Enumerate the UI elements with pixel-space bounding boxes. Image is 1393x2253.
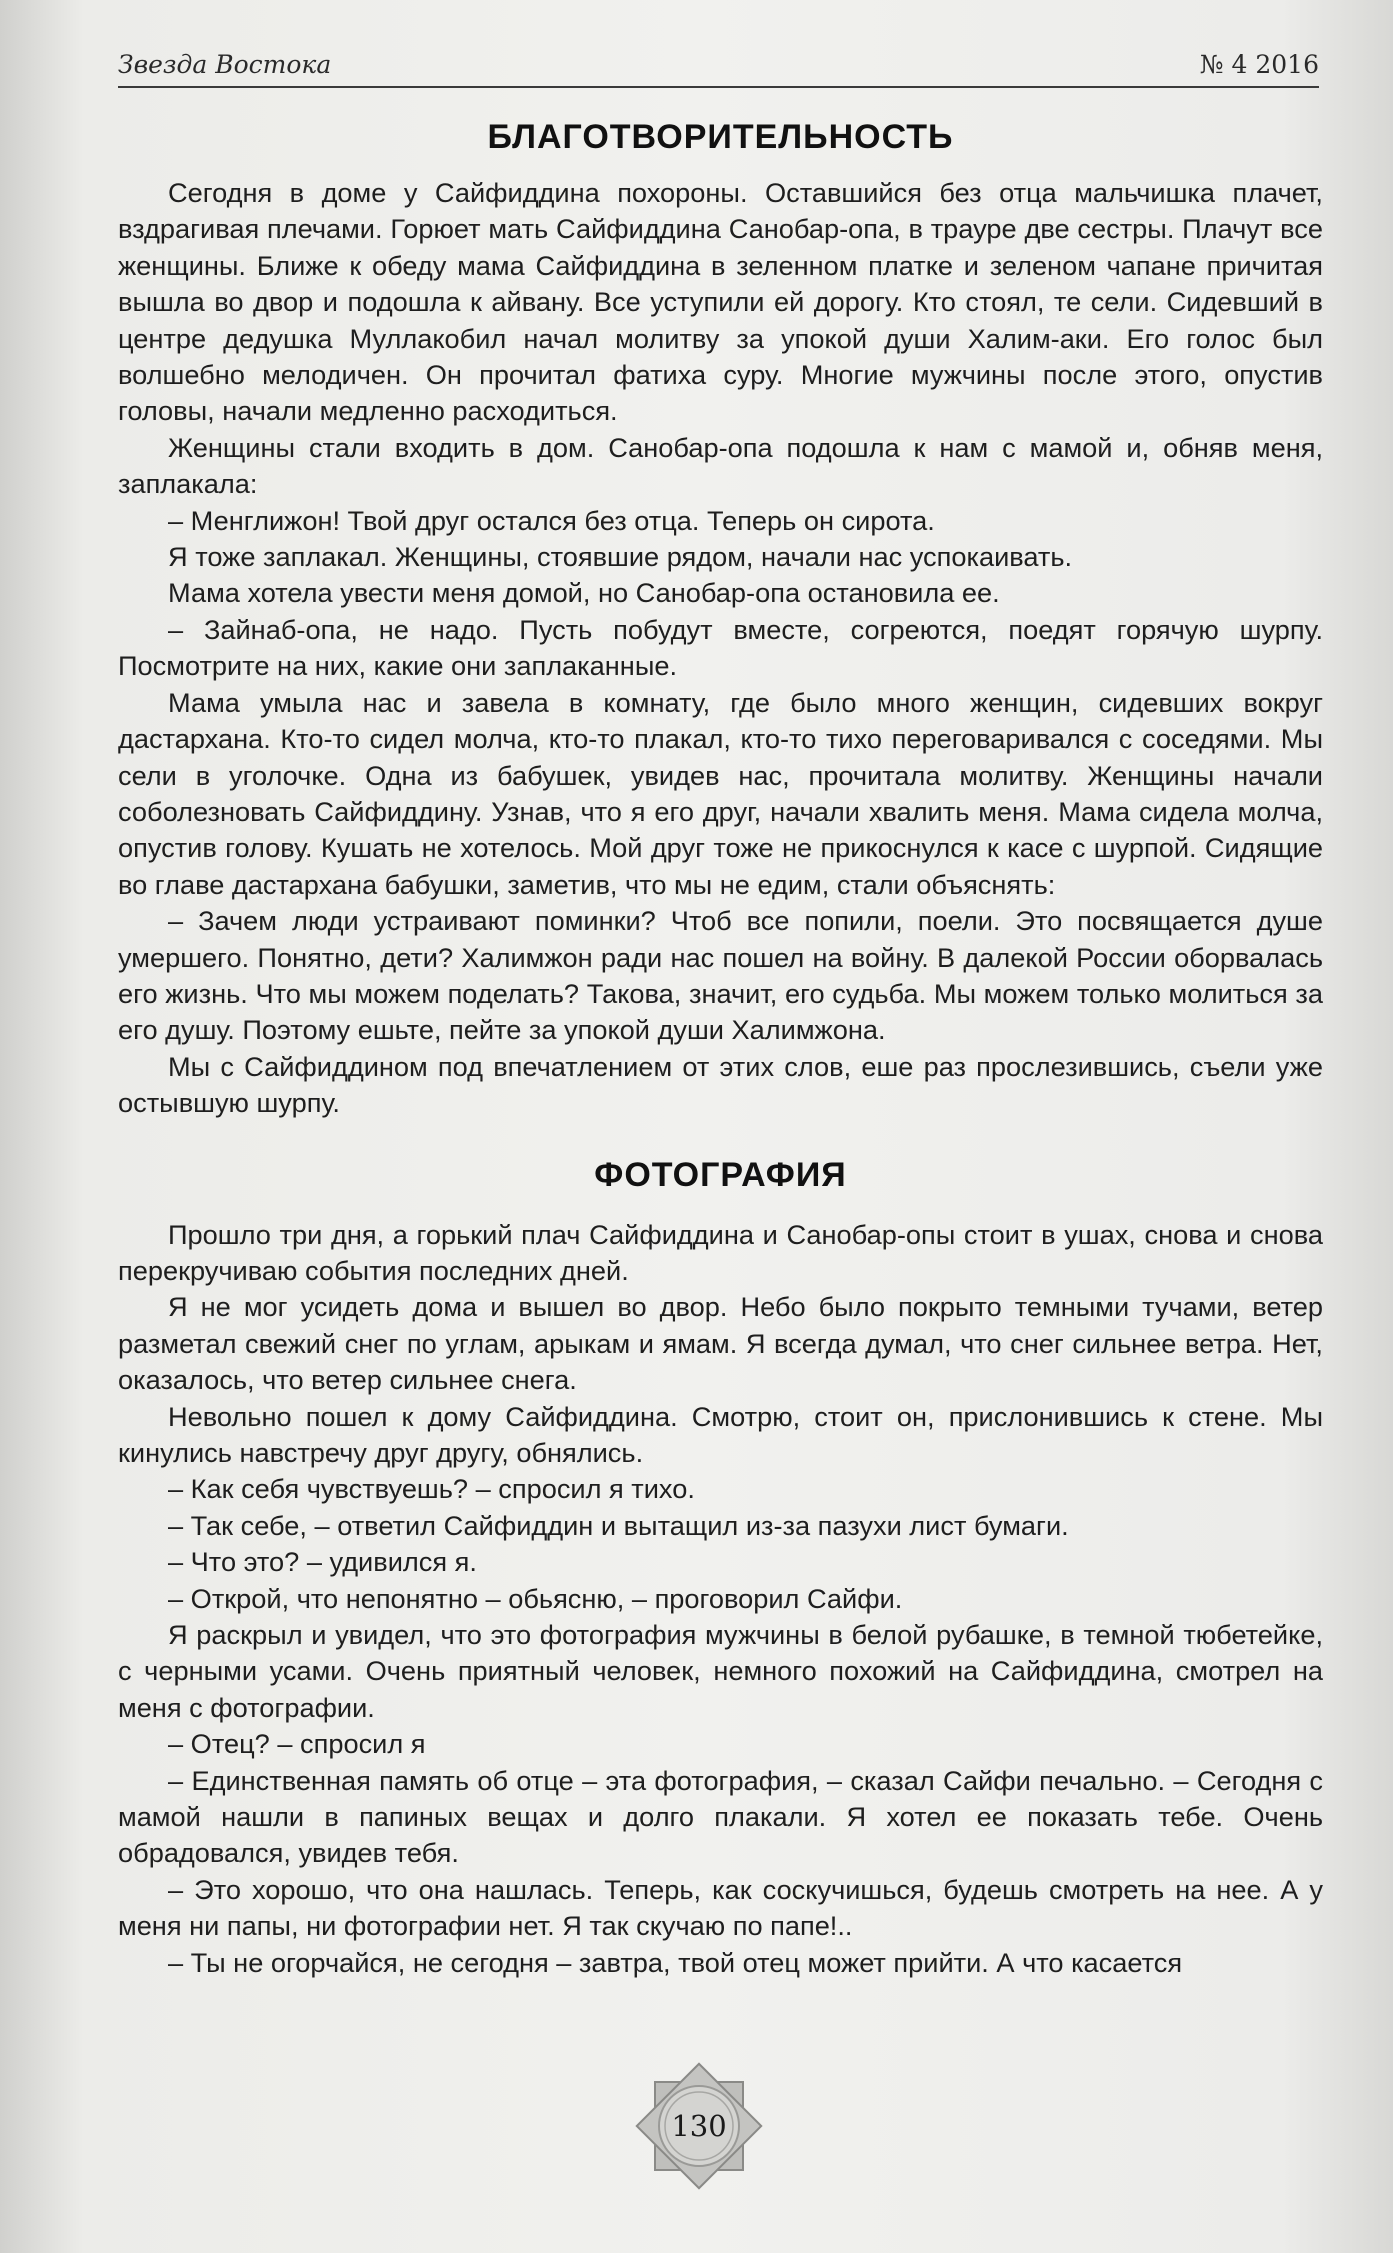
section-title-photograph: ФОТОГРАФИЯ [594,1155,847,1194]
paragraph: – Открой, что непонятно – обьясню, – проговорил Сайфи. [168,1582,903,1614]
article-body [118,118,1323,1981]
paragraph: – Что это? – удивился я. [168,1546,477,1578]
paragraph: Мы с Сайфиддином под впечатлением от этих слов, еше раз прослезившись, съели уже остывшую шурпу. [118,1050,1323,1119]
page-number: 130 [671,2109,727,2143]
paragraph: Мама хотела увести меня домой, но Санобар-опа остановила ее. [168,577,1000,609]
paragraph: – Отец? – спросил я [168,1728,426,1760]
paragraph: Сегодня в доме у Сайфиддина похороны. Оставшийся без отца мальчишка плачет, вздрагивая плечами. Горюет мать Сайфиддина Санобар-опа, в трауре две сестры. Плачут все женщины. Ближе к обеду мама Сайфиддина в зеленном платке и зеленом чапане причитая вышла во двор и подошла к айвану. Все уступили ей дорогу. Кто стоял, те сели. Сидевший в центре дедушка Муллакобил начал молитву за упокой души Халим-аки. Его голос был волшебно мелодичен. Он прочитал фатиха суру. Многие мужчины после этого, опустив головы, начали медленно расходиться. [118,177,1323,427]
paragraph: – Менглижон! Твой друг остался без отца. Теперь он сирота. [168,504,935,536]
paragraph: Я не мог усидеть дома и вышел во двор. Небо было покрыто темными тучами, ветер разметал свежий снег по углам, арыкам и ямам. Я всегда думал, что снег сильнее ветра. Нет, оказалось, что ветер сильнее снега. [118,1291,1323,1396]
paragraph: Невольно пошел к дому Сайфиддина. Смотрю, стоит он, прислонившись к стене. Мы кинулись навстречу друг другу, обнялись. [118,1400,1323,1468]
journal-name: Звезда Востока [118,50,332,79]
paragraph: Прошло три дня, а горький плач Сайфиддина и Санобар-опы стоит в ушах, снова и снова перекручиваю события последних дней. [118,1218,1323,1286]
paragraph: Женщины стали входить в дом. Санобар-опа подошла к нам с мамой и, обняв меня, заплакала: [118,431,1323,500]
paragraph: – Зачем люди устраивают поминки? Чтоб все попили, поели. Это посвящается душе умершего. Понятно, дети? Халимжон ради нас пошел на войну. В далекой России оборвалась его жизнь. Что мы можем поделать? Такова, значит, его судьба. Мы можем только молиться за его душу. Поэтому ешьте, пейте за упокой души Халимжона. [118,905,1323,1046]
running-header [118,46,1319,88]
paragraph: – Это хорошо, что она нашлась. Теперь, как соскучишься, будешь смотреть на нее. А у меня ни папы, ни фотографии нет. Я так скучаю по папе!.. [118,1873,1323,1942]
paragraph: Я раскрыл и увидел, что это фотография мужчины в белой рубашке, в темной тюбетейке, с черными усами. Очень приятный человек, немного похожий на Сайфиддина, смотрел на меня с фотографии. [118,1619,1323,1723]
paragraph: Мама умыла нас и завела в комнату, где было много женщин, сидевших вокруг дастархана. Кто-то сидел молча, кто-то плакал, кто-то тихо переговаривался с соседями. Мы сели в уголочке. Одна из бабушек, увидев нас, прочитала молитву. Женщины начали соболезновать Сайфиддину. Узнав, что я его друг, начали хвалить меня. Мама сидела молча, опустив голову. Кушать не хотелось. Мой друг тоже не прикоснулся к касе с шурпой. Сидящие во главе дастархана бабушки, заметив, что мы не едим, стали объяснять: [118,686,1323,900]
paragraph: – Так себе, – ответил Сайфиддин и вытащил из-за пазухи лист бумаги. [168,1509,1069,1541]
paragraph: Я тоже заплакал. Женщины, стоявшие рядом, начали нас успокаивать. [168,541,1073,573]
issue-number: № 4 2016 [1199,50,1319,79]
section-title-charity: БЛАГОТВОРИТЕЛЬНОСТЬ [487,118,954,156]
paragraph: – Единственная память об отце – эта фотография, – сказал Сайфи печально. – Сегодня с мамой нашли в папиных вещах и долго плакали. Я хотел ее показать тебе. Очень обрадовался, увидев тебя. [118,1764,1323,1869]
paragraph: – Зайнаб-опа, не надо. Пусть побудут вместе, согреются, поедят горячую шурпу. Посмотрите на них, какие они заплаканные. [118,613,1323,682]
page-number-ornament [635,2062,763,2190]
paragraph: – Ты не огорчайся, не сегодня – завтра, твой отец может прийти. А что касается [168,1946,1183,1978]
paragraph: – Как себя чувствуешь? – спросил я тихо. [168,1473,695,1505]
